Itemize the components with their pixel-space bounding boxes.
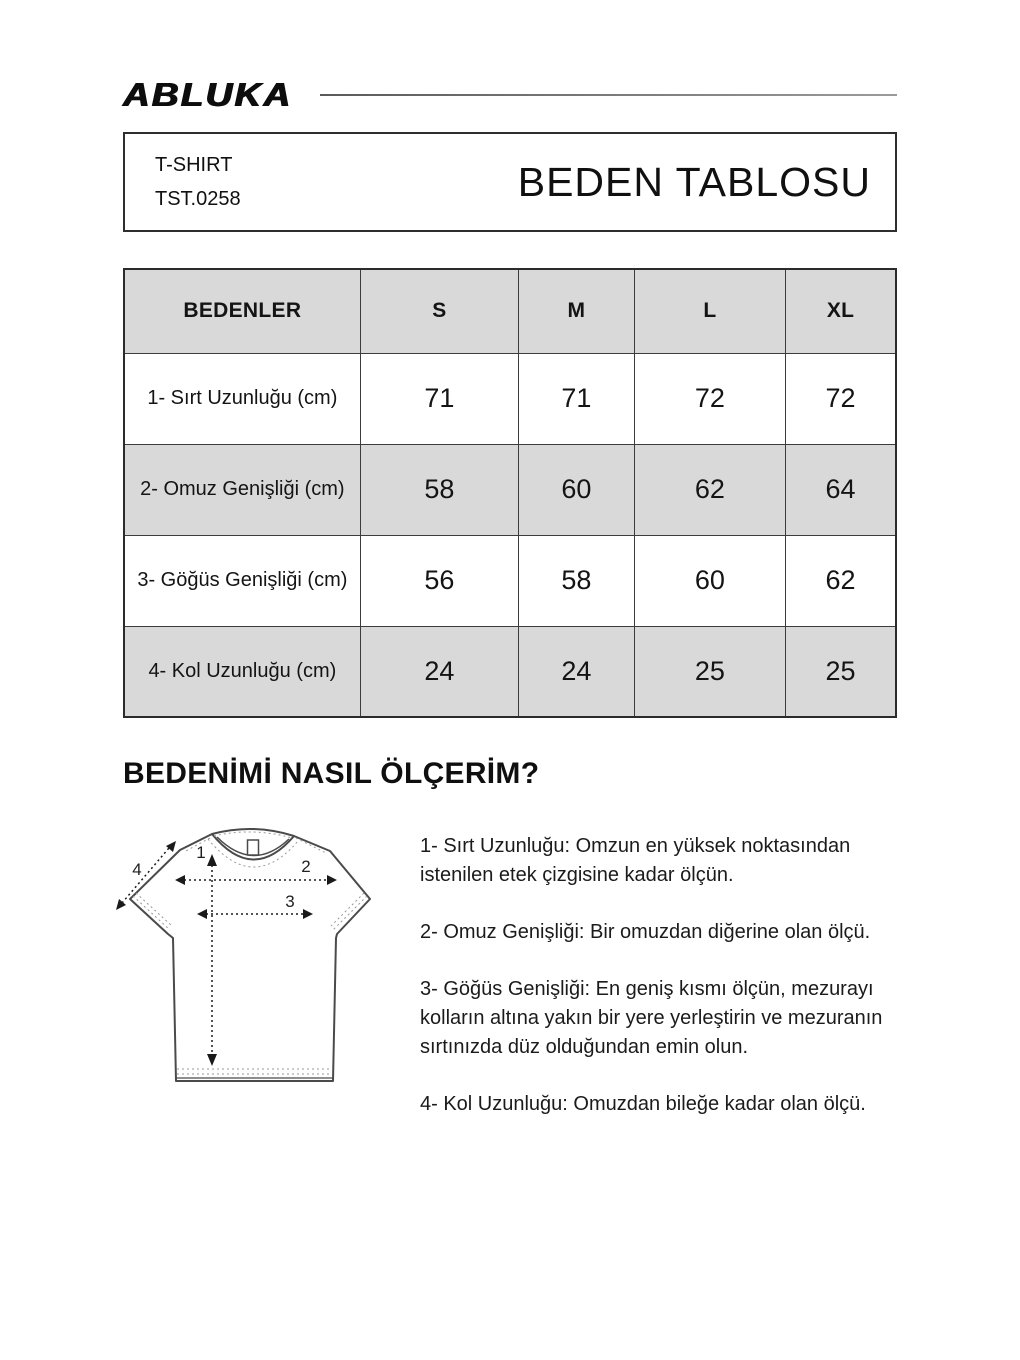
- brand-row: [123, 76, 897, 114]
- table-row-back-length: [124, 353, 896, 444]
- measure-label-4: 4: [132, 860, 142, 879]
- column-header-l: L: [634, 269, 785, 353]
- instruction-sleeve-length: 4- Kol Uzunluğu: Omuzdan bileğe kadar olan ölçü.: [420, 1093, 866, 1115]
- row-label: 2- Omuz Genişliği (cm): [124, 444, 360, 535]
- cell-value: 71: [518, 353, 634, 444]
- product-code: TST.0258: [155, 188, 241, 210]
- table-row-shoulder-width: [124, 444, 896, 535]
- cell-value: 25: [634, 626, 785, 717]
- column-header-xl: XL: [786, 269, 896, 353]
- measure-section: [100, 818, 912, 1147]
- cell-value: 25: [786, 626, 896, 717]
- table-row-sleeve-length: [124, 626, 896, 717]
- cell-value: 64: [786, 444, 896, 535]
- tshirt-measurement-diagram: [100, 818, 400, 1100]
- table-row-chest-width: [124, 535, 896, 626]
- instruction-back-length: 1- Sırt Uzunluğu: Omzun en yüksek noktasından istenilen etek çizgisine kadar ölçün.: [420, 835, 851, 886]
- cell-value: 58: [518, 535, 634, 626]
- cell-value: 62: [786, 535, 896, 626]
- instruction-shoulder-width: 2- Omuz Genişliği: Bir omuzdan diğerine olan ölçü.: [420, 921, 871, 943]
- cell-value: 58: [360, 444, 518, 535]
- cell-value: 24: [360, 626, 518, 717]
- cell-value: 60: [518, 444, 634, 535]
- cell-value: 56: [360, 535, 518, 626]
- brand-divider-line: [320, 94, 897, 96]
- instruction-chest-width: 3- Göğüs Genişliği: En geniş kısmı ölçün, mezurayı kolların altına yakın bir yere yerleştirin ve mezuranın sırtınızda düz olduğundan emin olun.: [420, 978, 883, 1058]
- measure-label-3: 3: [285, 892, 295, 911]
- column-header-s: S: [360, 269, 518, 353]
- row-label: 3- Göğüs Genişliği (cm): [124, 535, 360, 626]
- cell-value: 24: [518, 626, 634, 717]
- cell-value: 71: [360, 353, 518, 444]
- collar-tag: [248, 840, 259, 855]
- cell-value: 72: [786, 353, 896, 444]
- measure-label-1: 1: [196, 843, 206, 862]
- header-box: [123, 132, 897, 232]
- cell-value: 72: [634, 353, 785, 444]
- cell-value: 60: [634, 535, 785, 626]
- size-table-header-row: [124, 269, 896, 353]
- measure-instructions: [420, 818, 912, 1147]
- cell-value: 62: [634, 444, 785, 535]
- product-info: [155, 148, 241, 216]
- product-type: T-SHIRT: [155, 154, 233, 176]
- size-table: [123, 268, 897, 718]
- page-title: BEDEN TABLOSU: [517, 158, 871, 205]
- row-label: 4- Kol Uzunluğu (cm): [124, 626, 360, 717]
- row-label: 1- Sırt Uzunluğu (cm): [124, 353, 360, 444]
- measure-label-2: 2: [301, 857, 311, 876]
- brand-logo: ABLUKA: [123, 76, 293, 113]
- column-header-m: M: [518, 269, 634, 353]
- column-header-bedenler: BEDENLER: [124, 269, 360, 353]
- section-heading: BEDENİMİ NASIL ÖLÇERİM?: [123, 757, 540, 790]
